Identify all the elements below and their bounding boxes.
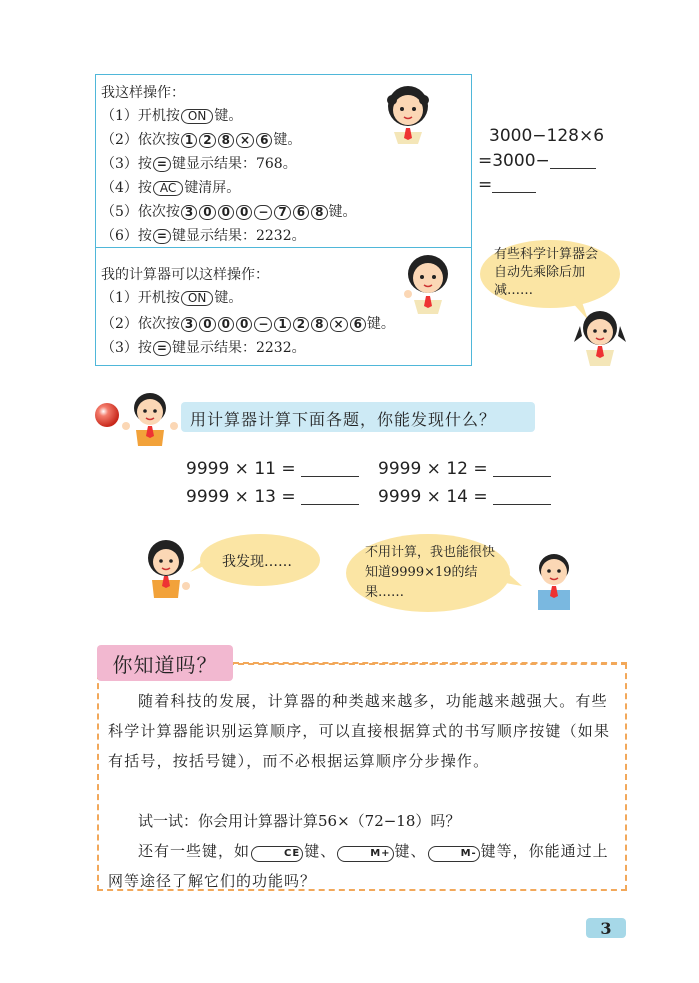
answer-blank xyxy=(301,476,359,477)
step-text: 键显示结果：2232。 xyxy=(171,340,306,356)
dyk-para3-mid1: 键、 xyxy=(304,842,337,860)
exercise-3 xyxy=(186,487,359,507)
calculator-key-icon: AC xyxy=(153,181,183,196)
prompt-text: 用计算器计算下面各题，你能发现什么？ xyxy=(190,410,497,429)
step-text: 按 xyxy=(137,228,152,244)
step-number: （5） xyxy=(101,204,138,220)
step-number: （2） xyxy=(101,316,138,332)
bubble3-text: 不用计算，我也能很快知道9999×19的结果…… xyxy=(365,545,496,600)
calculator-key-icon: 0 xyxy=(236,205,252,220)
operation-step xyxy=(101,179,240,197)
calculator-key-icon: × xyxy=(330,317,348,332)
answer-blank xyxy=(492,192,536,193)
answer-blank xyxy=(550,168,596,169)
step-text: 依次按 xyxy=(137,204,180,220)
step-number: （6） xyxy=(101,228,138,244)
operation-step xyxy=(101,339,306,357)
calculator-key-icon: 6 xyxy=(256,133,272,148)
operation-step xyxy=(101,155,297,173)
exercise-1 xyxy=(186,459,359,479)
step-text: 键清屏。 xyxy=(184,180,241,196)
step-text: 键。 xyxy=(328,204,357,220)
side-calc-line1: 3000−128×6 xyxy=(489,126,605,146)
step-text: 键。 xyxy=(214,290,243,306)
answer-blank xyxy=(493,504,551,505)
calculator-key-icon: 0 xyxy=(218,317,234,332)
step-number: （4） xyxy=(101,180,138,196)
calculator-key-icon: = xyxy=(153,157,171,172)
calculator-key-icon: 1 xyxy=(274,317,290,332)
bubble1-text: 有些科学计算器会自动先乘除后加减…… xyxy=(494,247,599,298)
exercise-2 xyxy=(378,459,551,479)
calculator-key-icon: 8 xyxy=(311,317,327,332)
calculator-key-icon: 2 xyxy=(199,133,215,148)
exercise-4-text: 9999 × 14 = xyxy=(378,487,488,507)
dyk-para3-mid2: 键、 xyxy=(394,842,427,860)
calculator-key-icon: 8 xyxy=(218,133,234,148)
calculator-key-icon: 8 xyxy=(311,205,327,220)
step-text: 开机按 xyxy=(137,108,180,124)
calculator-key-icon: 6 xyxy=(293,205,309,220)
dyk-para3-pre: 还有一些键，如 xyxy=(138,842,251,860)
section1-title: 我这样操作： xyxy=(101,85,185,101)
answer-blank xyxy=(493,476,551,477)
dyk-paragraph-3 xyxy=(108,836,616,896)
calculator-key-icon: × xyxy=(236,133,254,148)
calculator-key-icon: 1 xyxy=(181,133,197,148)
girl-pointing-icon xyxy=(398,250,458,316)
ce-key-icon: CE xyxy=(251,846,303,862)
operation-step xyxy=(101,107,242,125)
calculator-key-icon: − xyxy=(254,317,272,332)
step-text: 键。 xyxy=(273,132,302,148)
calculator-key-icon: ON xyxy=(181,109,213,124)
calculator-key-icon: 2 xyxy=(293,317,309,332)
calculator-key-icon: 0 xyxy=(199,317,215,332)
girl-pigtails-icon xyxy=(572,306,628,368)
step-text: 依次按 xyxy=(137,316,180,332)
exercise-1-text: 9999 × 11 = xyxy=(186,459,296,479)
did-you-know-title-dashes xyxy=(233,662,627,664)
did-you-know-title: 你知道吗？ xyxy=(97,645,233,681)
dyk-para3-post: 键等，你能通过上网等途径了解它们的功能吗？ xyxy=(108,842,609,890)
step-number: （3） xyxy=(101,340,138,356)
calculator-key-icon: 6 xyxy=(350,317,366,332)
step-text: 键显示结果：768。 xyxy=(171,156,297,172)
step-text: 键显示结果：2232。 xyxy=(171,228,306,244)
calculator-key-icon: 3 xyxy=(181,317,197,332)
exercise-4 xyxy=(378,487,551,507)
step-number: （1） xyxy=(101,290,138,306)
side-calc-line2 xyxy=(478,151,596,171)
calculator-key-icon: 3 xyxy=(181,205,197,220)
exercise-3-text: 9999 × 13 = xyxy=(186,487,296,507)
calculator-key-icon: 0 xyxy=(199,205,215,220)
red-ball-icon xyxy=(94,402,120,428)
boy-thinking-icon xyxy=(524,548,584,610)
step-text: 键。 xyxy=(366,316,395,332)
step-number: （1） xyxy=(101,108,138,124)
operation-step xyxy=(101,227,306,245)
calculator-key-icon: 0 xyxy=(236,317,252,332)
answer-blank xyxy=(301,504,359,505)
step-number: （2） xyxy=(101,132,138,148)
calculator-key-icon: − xyxy=(254,205,272,220)
calculator-key-icon: = xyxy=(153,341,171,356)
step-text: 按 xyxy=(137,156,152,172)
operation-step xyxy=(101,203,357,221)
girl-thinking-icon xyxy=(380,80,436,144)
calculator-key-icon: = xyxy=(153,229,171,244)
step-text: 开机按 xyxy=(137,290,180,306)
boy-waving-icon xyxy=(118,388,180,446)
section2-title: 我的计算器可以这样操作： xyxy=(101,267,269,283)
m-minus-key-icon: M- xyxy=(428,846,480,862)
operation-step xyxy=(101,131,301,149)
step-text: 依次按 xyxy=(137,132,180,148)
step-text: 按 xyxy=(137,180,152,196)
step-number: （3） xyxy=(101,156,138,172)
side-calc-line2-text: =3000− xyxy=(478,151,550,171)
side-calc-line3 xyxy=(478,175,536,195)
dyk-paragraph-2: 试一试：你会用计算器计算56×（72−18）吗？ xyxy=(138,812,461,830)
calculator-key-icon: ON xyxy=(181,291,213,306)
m-plus-key-icon: M+ xyxy=(337,846,393,862)
side-calc-line3-text: = xyxy=(478,175,493,195)
operation-step xyxy=(101,289,242,307)
bubble2-text: 我发现…… xyxy=(222,554,292,570)
step-text: 按 xyxy=(137,340,152,356)
calculator-key-icon: 7 xyxy=(274,205,290,220)
dyk-paragraph-1: 随着科技的发展，计算器的种类越来越多，功能越来越强大。有些科学计算器能识别运算顺序，可以直接根据算式的书写顺序按键（如果有括号，按括号键），而不必根据运算顺序分步操作。 xyxy=(108,692,611,770)
page-number: 3 xyxy=(586,918,626,938)
step-text: 键。 xyxy=(214,108,243,124)
exercise-2-text: 9999 × 12 = xyxy=(378,459,488,479)
operation-step xyxy=(101,315,395,333)
calculator-key-icon: 0 xyxy=(218,205,234,220)
